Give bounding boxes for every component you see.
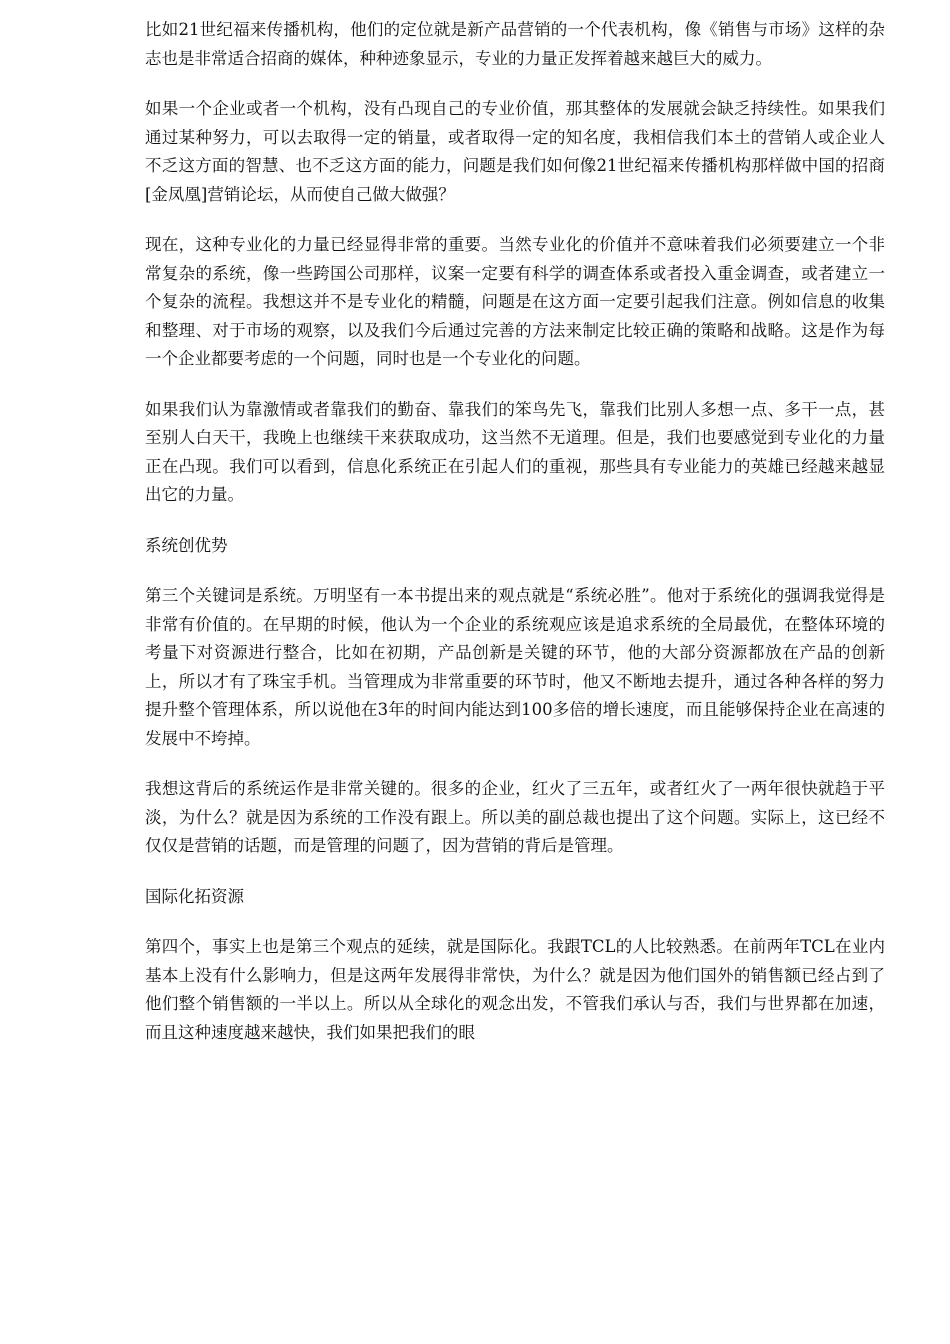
paragraph-1: 比如21世纪福来传播机构，他们的定位就是新产品营销的一个代表机构，像《销售与市场》这样的杂志也是非常适合招商的媒体，种种迹象显示，专业的力量正发挥着越来越巨大的威力。 <box>145 20 885 68</box>
paragraph-7: 第四个，事实上也是第三个观点的延续，就是国际化。我跟TCL的人比较熟悉。在前两年TCL在业内基本上没有什么影响力，但是这两年发展得非常快，为什么？就是因为他们国外的销售额已经占到了他们整个销售额的一半以上。所以从全球化的观念出发，不管我们承认与否，我们与世界都在加速，而且这种速度越来越快，我们如果把我们的眼 <box>145 937 885 1042</box>
paragraph-4: 如果我们认为靠激情或者靠我们的勤奋、靠我们的笨鸟先飞，靠我们比别人多想一点、多干一点，甚至别人白天干，我晚上也继续干来获取成功，这当然不无道理。但是，我们也要感觉到专业化的力量正在凸现。我们可以看到，信息化系统正在引起人们的重视，那些具有专业能力的英雄已经越来越显出它的力量。 <box>145 399 885 504</box>
section-heading-international: 国际化拓资源 <box>145 886 244 906</box>
paragraph-5: 第三个关键词是系统。万明坚有一本书提出来的观点就是“系统必胜”。他对于系统化的强调我觉得是非常有价值的。在早期的时候，他认为一个企业的系统观应该是追求系统的全局最优，在整体环境的考量下对资源进行整合，比如在初期，产品创新是关键的环节，他的大部分资源都放在产品的创新上，所以才有了珠宝手机。当管理成为非常重要的环节时，他又不断地去提升，通过各种各样的努力提升整个管理体系，所以说他在3年的时间内能达到100多倍的增长速度，而且能够保持企业在高速的发展中不垮掉。 <box>145 586 885 748</box>
document-page <box>145 16 885 1069</box>
paragraph-3: 现在，这种专业化的力量已经显得非常的重要。当然专业化的价值并不意味着我们必须要建立一个非常复杂的系统，像一些跨国公司那样，议案一定要有科学的调查体系或者投入重金调查，或者建立一个复杂的流程。我想这并不是专业化的精髓，问题是在这方面一定要引起我们注意。例如信息的收集和整理、对于市场的观察，以及我们今后通过完善的方法来制定比较正确的策略和战略。这是作为每一个企业都要考虑的一个问题，同时也是一个专业化的问题。 <box>145 235 885 368</box>
paragraph-2: 如果一个企业或者一个机构，没有凸现自己的专业价值，那其整体的发展就会缺乏持续性。如果我们通过某种努力，可以去取得一定的销量，或者取得一定的知名度，我相信我们本土的营销人或企业人不乏这方面的智慧、也不乏这方面的能力，问题是我们如何像21世纪福来传播机构那样做中国的招商[金凤凰]营销论坛，从而使自己做大做强？ <box>145 99 885 204</box>
section-heading-system: 系统创优势 <box>145 535 228 555</box>
paragraph-6: 我想这背后的系统运作是非常关键的。很多的企业，红火了三五年，或者红火了一两年很快就趋于平淡，为什么？就是因为系统的工作没有跟上。所以美的副总裁也提出了这个问题。实际上，这已经不仅仅是营销的话题，而是管理的问题了，因为营销的背后是管理。 <box>145 779 885 855</box>
